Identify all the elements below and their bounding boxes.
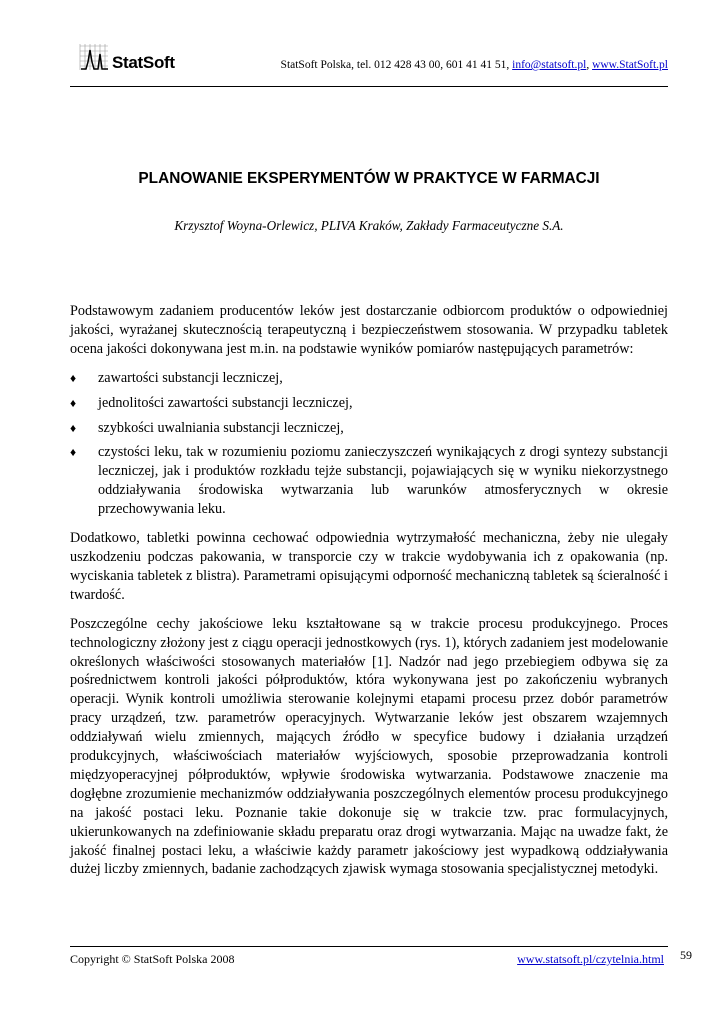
- article-title: PLANOWANIE EKSPERYMENTÓW W PRAKTYCE W FARMACJI: [138, 170, 600, 187]
- page-header: [78, 42, 668, 86]
- list-item: [70, 443, 668, 519]
- diamond-bullet-icon: ♦: [70, 370, 77, 385]
- article-authors: Krzysztof Woyna-Orlewicz, PLIVA Kraków, Zakłady Farmaceutyczne S.A.: [174, 218, 564, 233]
- diamond-bullet-icon: ♦: [70, 420, 77, 435]
- statsoft-logo-icon: [78, 42, 110, 72]
- list-item: [70, 394, 668, 413]
- intro-paragraph: Podstawowym zadaniem producentów leków jest dostarczanie odbiorcom produktów o odpowiedniej jakości, wyrażanej skutecznością terapeutyczną i bezpieczeństwem stosowania. W przypadku tabletek ocena jakości dokonywana jest m.in. na podstawie wyników pomiarów następujących parametrów:: [70, 303, 668, 357]
- diamond-bullet-icon: ♦: [70, 395, 77, 410]
- list-item-text: zawartości substancji leczniczej,: [98, 369, 283, 386]
- email-link[interactable]: info@statsoft.pl: [512, 59, 587, 71]
- footer-divider: [70, 946, 668, 947]
- page-number: 59: [680, 948, 692, 962]
- diamond-bullet-icon: ♦: [70, 445, 77, 460]
- list-item-text: jednolitości zawartości substancji leczniczej,: [98, 394, 353, 411]
- footer-link[interactable]: www.statsoft.pl/czytelnia.html: [517, 952, 664, 966]
- paragraph-quality-process: Poszczególne cechy jakościowe leku kształtowane są w trakcie procesu produkcyjnego. Proces technologiczny złożony jest z ciągu operacji jednostkowych (rys. 1), których zadaniem jest modelowanie określonych właściwości stosowanych materiałów [1]. Nadzór nad jego przebiegiem odbywa się za pośrednictwem kontroli jakości półproduktów, która wykonywana jest po zakończeniu wybranych operacji. Wynik kontroli umożliwia sterowanie kolejnymi etapami procesu przez dobór parametrów pracy urządzeń, tzw. parametrów operacyjnych. Wytwarzanie leków jest obszarem wzajemnych oddziaływań wielu zmiennych, mających źródło w specyfice budowy i działania urządzeń produkcyjnych, właściwościach materiałów wyjściowych, sposobie przeprowadzania kontroli międzyoperacyjnej półproduktów, wpływie środowiska wytwarzania. Podstawowe znaczenie ma dogłębne zrozumienie mechanizmów oddziaływania poszczególnych elementów procesu produkcyjnego na jakość postaci leku. Poznanie takie dokonuje się w trakcie tzw. prac formulacyjnych, ukierunkowanych na zdefiniowanie składu preparatu oraz drogi wytwarzania. Mając na uwadze fakt, że jakość finalnej postaci leku, a właściwie każdy parametr jakościowy jest wypadkową oddziaływania dużej liczby zmiennych, badanie zachodzących zjawisk wymaga stosowania specjalistycznej metodyki.: [70, 615, 668, 878]
- article-body: [70, 302, 668, 889]
- list-item: [70, 419, 668, 438]
- paragraph-mechanical-strength: Dodatkowo, tabletki powinna cechować odpowiednia wytrzymałość mechaniczna, żeby nie ulegały uszkodzeniu podczas pakowania, w transporcie czy w trakcie wydobywania ich z opakowania (np. wyciskania tabletek z blistra). Parametrami opisującymi odporność mechaniczną tabletek są ścieralność i twardość.: [70, 530, 668, 603]
- list-item-text: czystości leku, tak w rozumieniu poziomu zanieczyszczeń wynikających z drogi syntezy substancji leczniczej, jak i produktów rozkładu tejże substancji, pojawiających się w wyniku niekorzystnego oddziaływania środowiska wytwarzania lub warunków atmosferycznych w okresie przechowywania leku.: [98, 444, 668, 518]
- footer-copyright: Copyright © StatSoft Polska 2008: [70, 952, 235, 966]
- contact-info: [281, 59, 668, 71]
- parameter-list: [70, 369, 668, 519]
- contact-separator: ,: [586, 59, 593, 71]
- logo-text: StatSoft: [112, 53, 175, 72]
- list-item-text: szybkości uwalniania substancji leczniczej,: [98, 419, 344, 436]
- contact-text: StatSoft Polska, tel. 012 428 43 00, 601 41 41 51,: [280, 59, 513, 71]
- statsoft-logo: [78, 42, 194, 74]
- header-divider: [70, 86, 668, 87]
- website-link[interactable]: www.StatSoft.pl: [592, 59, 668, 71]
- list-item: [70, 369, 668, 388]
